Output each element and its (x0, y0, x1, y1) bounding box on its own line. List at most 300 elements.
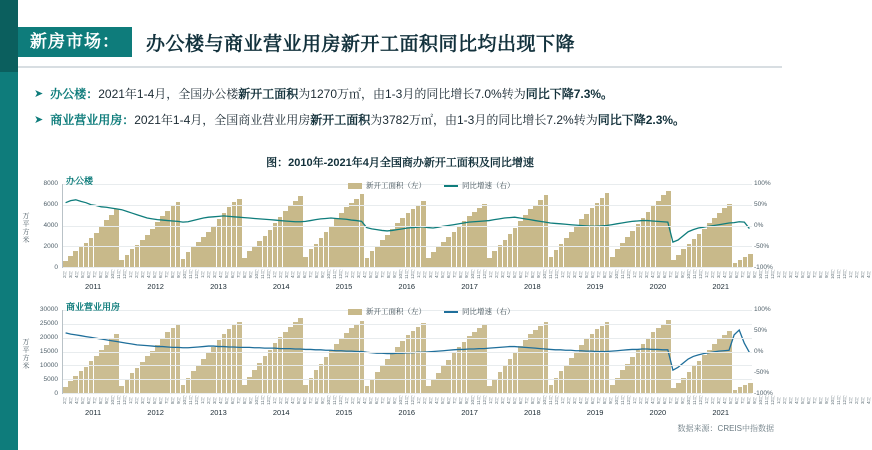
x-axis-year-tick: 2014 (272, 282, 290, 291)
y-axis-tick: 0 (54, 264, 58, 271)
x-axis-month-tick: 1月 (200, 396, 205, 405)
y2-axis-tick: -100% (754, 264, 773, 271)
gridline (63, 226, 752, 227)
x-axis-month-tick: 11月 (764, 269, 769, 280)
x-axis-month-tick: 5月 (368, 270, 373, 279)
x-axis-month-tick: 10月 (110, 395, 115, 406)
x-axis-month-tick: 7月 (596, 396, 601, 405)
x-axis-month-tick: 12月 (410, 395, 415, 406)
x-axis-month-tick: 7月 (92, 396, 97, 405)
chart-legend (348, 306, 515, 317)
x-axis-month-tick: 1月 (704, 396, 709, 405)
x-axis-month-tick: 4月 (650, 396, 655, 405)
chart-title: 图：2010年-2021年4月全国商办新开工面积及同比增速 (266, 157, 534, 169)
x-axis-month-tick: 11月 (620, 269, 625, 280)
x-axis-month-tick: 8月 (818, 270, 823, 279)
x-axis-month-tick: 5月 (728, 396, 733, 405)
x-axis-month-tick: 5月 (512, 270, 517, 279)
x-axis-month-tick: 4月 (146, 270, 151, 279)
x-axis-month-tick: 10月 (542, 395, 547, 406)
x-axis-month-tick: 11月 (836, 269, 841, 280)
x-axis-month-tick: 8月 (746, 396, 751, 405)
x-axis-month-tick: 2月 (854, 396, 859, 405)
legend-swatch-bar (348, 183, 362, 189)
x-axis-year-tick: 2013 (210, 408, 227, 417)
x-axis-month-tick: 12月 (554, 395, 559, 406)
x-axis-month-tick: 4月 (146, 396, 151, 405)
y-axis-tick: 5000 (43, 376, 58, 383)
x-axis-month-tick: 2月 (134, 396, 139, 405)
bullet-mid: 新开工面积 (310, 113, 371, 127)
x-axis-year-tick: 2018 (523, 282, 541, 291)
x-axis-year-tick: 2017 (461, 282, 478, 291)
x-axis-month-tick: 3月 (572, 396, 577, 405)
x-axis-month-tick: 1月 (848, 270, 853, 279)
x-axis-year-tick: 2013 (210, 282, 227, 291)
x-axis-year-tick: 2011 (85, 408, 102, 417)
y2-axis-tick: 0% (754, 348, 764, 355)
x-axis-month-tick: 12月 (482, 269, 487, 280)
x-axis-month-tick: 7月 (236, 396, 241, 405)
x-axis-month-tick: 12月 (410, 269, 415, 280)
x-axis-month-tick: 12月 (770, 269, 775, 280)
x-axis-month-tick: 3月 (284, 270, 289, 279)
x-axis-month-tick: 5月 (728, 270, 733, 279)
x-axis-year-tick: 2012 (147, 282, 164, 291)
x-axis-month-tick: 3月 (500, 396, 505, 405)
x-axis-month-tick: 8月 (242, 396, 247, 405)
x-axis-year-tick: 2014 (272, 408, 290, 417)
x-axis-month-tick: 10月 (398, 269, 403, 280)
x-axis-month-tick: 6月 (806, 270, 811, 279)
x-axis-month-tick: 3月 (68, 396, 73, 405)
x-axis-year-tick: 2016 (398, 282, 416, 291)
x-axis-month-tick: 3月 (140, 270, 145, 279)
x-axis-year-tick: 2020 (649, 408, 667, 417)
gridline (63, 246, 752, 247)
x-axis-month-tick: 5月 (656, 270, 661, 279)
x-axis-month-tick: 7月 (164, 270, 169, 279)
x-axis-month-tick: 1月 (272, 270, 277, 279)
x-axis-year-tick: 2018 (523, 408, 541, 417)
x-axis-month-tick: 6月 (230, 396, 235, 405)
x-axis-office (62, 268, 871, 291)
x-axis-month-tick: 10月 (398, 395, 403, 406)
x-axis-month-tick: 5月 (584, 396, 589, 405)
x-axis-month-tick: 6月 (734, 270, 739, 279)
x-axis-month-tick: 2月 (494, 396, 499, 405)
legend-swatch-bar (348, 309, 362, 315)
title-main: 办公楼与商业营业用房新开工面积同比均出现下降 (146, 33, 576, 55)
x-axis-month-tick: 5月 (296, 270, 301, 279)
x-axis-month-tick: 9月 (752, 270, 757, 279)
x-axis-month-tick: 4月 (434, 396, 439, 405)
x-axis-month-tick: 6月 (302, 396, 307, 405)
x-axis-month-tick: 2月 (638, 396, 643, 405)
x-axis-month-tick: 6月 (518, 396, 523, 405)
x-axis-commercial (62, 394, 871, 417)
x-axis-month-tick: 9月 (392, 396, 397, 405)
x-axis-month-tick: 4月 (218, 396, 223, 405)
x-axis-month-tick: 10月 (830, 395, 835, 406)
page-title (18, 22, 575, 62)
x-axis-month-tick: 7月 (524, 270, 529, 279)
x-axis-month-tick: 10月 (758, 269, 763, 280)
legend-label-bar: 新开工面积（左） (366, 181, 426, 190)
x-axis-month-tick: 4月 (74, 396, 79, 405)
x-axis-month-tick: 10月 (326, 395, 331, 406)
x-axis-month-tick: 3月 (860, 270, 865, 279)
x-axis-month-tick: 9月 (680, 270, 685, 279)
x-axis-month-tick: 4月 (578, 270, 583, 279)
x-axis-month-tick: 9月 (320, 396, 325, 405)
x-axis-month-tick: 6月 (662, 396, 667, 405)
x-axis-month-tick: 9月 (536, 396, 541, 405)
x-axis-month-tick: 10月 (614, 395, 619, 406)
chart-panel-office (18, 174, 871, 292)
x-axis-month-tick: 3月 (644, 270, 649, 279)
bullet-accent: 同比下降7.3%。 (525, 87, 614, 101)
x-axis-month-tick: 4月 (506, 270, 511, 279)
x-axis-years-office (62, 282, 752, 291)
x-axis-month-tick: 10月 (758, 395, 763, 406)
gridline (63, 205, 752, 206)
x-axis-month-tick: 3月 (572, 270, 577, 279)
x-axis-month-tick: 1月 (848, 396, 853, 405)
x-axis-month-tick: 9月 (608, 396, 613, 405)
y2-axis-tick: -50% (754, 369, 770, 376)
x-axis-month-tick: 6月 (374, 396, 379, 405)
x-axis-month-tick: 5月 (368, 396, 373, 405)
y-axis-tick: 6000 (43, 201, 58, 208)
x-axis-month-tick: 4月 (722, 270, 727, 279)
x-axis-month-tick: 12月 (842, 269, 847, 280)
x-axis-month-tick: 11月 (548, 269, 553, 280)
x-axis-month-tick: 2月 (782, 270, 787, 279)
x-axis-month-tick: 10月 (686, 269, 691, 280)
x-axis-month-tick: 6月 (662, 270, 667, 279)
x-axis-month-tick: 5月 (152, 396, 157, 405)
x-axis-month-tick: 2月 (566, 270, 571, 279)
x-axis-month-tick: 6月 (158, 396, 163, 405)
x-axis-month-tick: 2月 (350, 270, 355, 279)
x-axis-month-tick: 9月 (608, 270, 613, 279)
x-axis-month-tick: 12月 (482, 395, 487, 406)
y2-axis-tick: -100% (754, 390, 773, 397)
x-axis-month-tick: 12月 (626, 269, 631, 280)
x-axis-month-tick: 3月 (140, 396, 145, 405)
x-axis-year-tick: 2017 (461, 408, 478, 417)
x-axis-month-tick: 7月 (740, 270, 745, 279)
y2-axis-tick: 100% (754, 180, 771, 187)
y2-axis-tick: 50% (754, 327, 768, 334)
x-axis-month-tick: 7月 (740, 396, 745, 405)
bullet-accent: 同比下降2.3%。 (597, 113, 686, 127)
x-axis-month-tick: 2月 (278, 396, 283, 405)
x-axis-month-tick: 11月 (476, 395, 481, 406)
x-axis-month-tick: 3月 (716, 270, 721, 279)
chart-panel-commercial (18, 300, 871, 418)
x-axis-month-tick: 11月 (188, 395, 193, 406)
x-axis-year-tick: 2015 (335, 408, 353, 417)
x-axis-year-tick: 2021 (712, 408, 729, 417)
x-axis-month-tick: 3月 (356, 396, 361, 405)
x-axis-year-tick: 2012 (147, 408, 164, 417)
x-axis-month-tick: 7月 (524, 396, 529, 405)
x-axis-month-tick: 11月 (404, 269, 409, 280)
x-axis-month-tick: 2月 (422, 396, 427, 405)
x-axis-month-tick: 8月 (242, 270, 247, 279)
x-axis-month-tick: 8月 (530, 270, 535, 279)
x-axis-month-tick: 7月 (236, 270, 241, 279)
x-axis-month-tick: 5月 (224, 396, 229, 405)
x-axis-month-tick: 1月 (128, 270, 133, 279)
x-axis-month-tick: 4月 (866, 270, 871, 279)
x-axis-month-tick: 8月 (386, 270, 391, 279)
x-axis-month-tick: 9月 (320, 270, 325, 279)
x-axis-month-tick: 8月 (98, 270, 103, 279)
x-axis-month-tick: 4月 (290, 270, 295, 279)
x-axis-month-tick: 10月 (254, 269, 259, 280)
x-axis-month-tick: 1月 (632, 270, 637, 279)
y-axis-label: 万平方米 (22, 212, 29, 244)
x-axis-month-tick: 11月 (620, 395, 625, 406)
x-axis-month-tick: 10月 (326, 269, 331, 280)
x-axis-year-tick: 2021 (712, 282, 729, 291)
x-axis-month-tick: 9月 (680, 396, 685, 405)
x-axis-month-tick: 1月 (560, 396, 565, 405)
x-axis-month-tick: 6月 (806, 396, 811, 405)
x-axis-month-tick: 3月 (500, 270, 505, 279)
x-axis-month-tick: 4月 (650, 270, 655, 279)
x-axis-month-tick: 5月 (296, 396, 301, 405)
x-axis-month-tick: 6月 (446, 270, 451, 279)
x-axis-month-tick: 1月 (272, 396, 277, 405)
legend-swatch-line (444, 311, 458, 313)
x-axis-month-tick: 7月 (164, 396, 169, 405)
x-axis-month-tick: 11月 (764, 395, 769, 406)
x-axis-month-tick: 11月 (476, 269, 481, 280)
x-axis-month-tick: 11月 (836, 395, 841, 406)
x-axis-month-tick: 9月 (104, 270, 109, 279)
plot-area-commercial (62, 310, 752, 394)
x-axis-month-tick: 2月 (494, 270, 499, 279)
x-axis-month-tick: 4月 (866, 396, 871, 405)
x-axis-month-tick: 7月 (452, 396, 457, 405)
y-axis-tick: 30000 (39, 306, 58, 313)
y-axis-label: 万平方米 (22, 338, 29, 370)
x-axis-month-tick: 4月 (434, 270, 439, 279)
x-axis-month-tick: 5月 (512, 396, 517, 405)
x-axis-month-tick: 8月 (170, 396, 175, 405)
x-axis-month-tick: 3月 (716, 396, 721, 405)
legend-item-bar (348, 180, 426, 191)
list-item (34, 85, 774, 103)
x-axis-month-tick: 2月 (62, 396, 67, 405)
x-axis-month-tick: 11月 (404, 395, 409, 406)
x-axis-month-tick: 6月 (86, 396, 91, 405)
gridline (63, 324, 752, 325)
x-axis-month-tick: 6月 (518, 270, 523, 279)
x-axis-month-tick: 10月 (686, 395, 691, 406)
x-axis-month-tick: 5月 (800, 270, 805, 279)
x-axis-month-tick: 12月 (842, 395, 847, 406)
x-axis-month-tick: 6月 (446, 396, 451, 405)
y2-axis-tick: 100% (754, 306, 771, 313)
x-axis-month-tick: 12月 (122, 269, 127, 280)
y2-axis-tick: 50% (754, 201, 768, 208)
bullet-list (34, 85, 774, 137)
gridline (63, 365, 752, 366)
x-axis-month-tick: 3月 (212, 270, 217, 279)
x-axis-month-tick: 9月 (104, 396, 109, 405)
legend-item-line (444, 180, 515, 191)
x-axis-month-tick: 9月 (824, 270, 829, 279)
x-axis-month-tick: 8月 (98, 396, 103, 405)
legend-label-bar: 新开工面积（左） (366, 307, 426, 316)
x-axis-month-tick: 1月 (776, 396, 781, 405)
x-axis-month-tick: 12月 (266, 395, 271, 406)
x-axis-month-tick: 7月 (812, 396, 817, 405)
x-axis-month-tick: 1月 (776, 270, 781, 279)
legend-swatch-line (444, 185, 458, 187)
left-accent-bar-dark (0, 0, 18, 72)
x-axis-month-tick: 11月 (260, 269, 265, 280)
bullet-pre: 2021年1-4月，全国商业营业用房 (134, 113, 311, 127)
x-axis-month-tick: 2月 (62, 270, 67, 279)
source-note: 数据来源：CREIS中指数据 (677, 424, 774, 433)
x-axis-month-tick: 3月 (860, 396, 865, 405)
x-axis-month-tick: 5月 (656, 396, 661, 405)
x-axis-month-tick: 4月 (290, 396, 295, 405)
x-axis-month-tick: 5月 (80, 270, 85, 279)
x-axis-year-tick: 2020 (649, 282, 667, 291)
x-axis-month-tick: 12月 (554, 269, 559, 280)
x-axis-month-tick: 3月 (788, 270, 793, 279)
x-axis-month-tick: 4月 (362, 396, 367, 405)
x-axis-month-tick: 1月 (632, 396, 637, 405)
x-axis-month-tick: 8月 (674, 270, 679, 279)
x-axis-month-tick: 4月 (794, 396, 799, 405)
x-axis-month-tick: 10月 (110, 269, 115, 280)
bullet-label: 办公楼： (50, 87, 99, 101)
x-axis-month-tick: 2月 (206, 270, 211, 279)
x-axis-month-tick: 4月 (794, 270, 799, 279)
panel-label: 办公楼 (66, 176, 94, 186)
legend-label-line: 同比增速（右） (462, 307, 515, 316)
x-axis-month-tick: 3月 (356, 270, 361, 279)
x-axis-month-tick: 11月 (548, 395, 553, 406)
x-axis-month-tick: 6月 (230, 270, 235, 279)
x-axis-month-tick: 12月 (338, 395, 343, 406)
y-axis-tick: 20000 (39, 334, 58, 341)
x-axis-month-tick: 10月 (542, 269, 547, 280)
x-axis-month-tick: 2月 (782, 396, 787, 405)
x-axis-month-tick: 9月 (752, 396, 757, 405)
x-axis-month-tick: 7月 (668, 396, 673, 405)
x-axis-month-tick: 2月 (350, 396, 355, 405)
x-axis-month-tick: 8月 (674, 396, 679, 405)
x-axis-month-tick: 1月 (704, 270, 709, 279)
x-axis-month-tick: 12月 (194, 395, 199, 406)
bullet-label: 商业营业用房： (50, 113, 135, 127)
y-axis-tick: 4000 (43, 222, 58, 229)
x-axis-month-tick: 4月 (74, 270, 79, 279)
x-axis-months-commercial (62, 394, 871, 407)
x-axis-month-tick: 6月 (86, 270, 91, 279)
chart-container (18, 148, 871, 426)
x-axis-month-tick: 5月 (224, 270, 229, 279)
x-axis-month-tick: 6月 (590, 396, 595, 405)
x-axis-month-tick: 10月 (182, 269, 187, 280)
x-axis-year-tick: 2011 (85, 282, 102, 291)
title-tag: 新房市场： (18, 27, 132, 57)
y2-axis-tick: -50% (754, 243, 770, 250)
x-axis-month-tick: 12月 (266, 269, 271, 280)
x-axis-month-tick: 9月 (464, 270, 469, 279)
x-axis-month-tick: 2月 (710, 396, 715, 405)
x-axis-month-tick: 7月 (596, 270, 601, 279)
x-axis-month-tick: 6月 (302, 270, 307, 279)
chevron-right-icon: ➤ (34, 88, 44, 100)
x-axis-month-tick: 3月 (788, 396, 793, 405)
y-axis-tick: 10000 (39, 362, 58, 369)
x-axis-month-tick: 2月 (278, 270, 283, 279)
x-axis-month-tick: 9月 (176, 396, 181, 405)
x-axis-month-tick: 7月 (308, 396, 313, 405)
x-axis-month-tick: 10月 (470, 395, 475, 406)
x-axis-month-tick: 3月 (428, 396, 433, 405)
panel-label: 商业营业用房 (66, 302, 121, 312)
x-axis-month-tick: 1月 (128, 396, 133, 405)
x-axis-month-tick: 8月 (746, 270, 751, 279)
x-axis-month-tick: 1月 (488, 396, 493, 405)
x-axis-month-tick: 2月 (134, 270, 139, 279)
trend-line (66, 330, 750, 370)
x-axis-month-tick: 2月 (566, 396, 571, 405)
x-axis-month-tick: 6月 (158, 270, 163, 279)
x-axis-month-tick: 7月 (380, 396, 385, 405)
y-axis-tick: 2000 (43, 243, 58, 250)
x-axis-month-tick: 8月 (314, 396, 319, 405)
x-axis-month-tick: 2月 (854, 270, 859, 279)
x-axis-month-tick: 11月 (692, 269, 697, 280)
x-axis-month-tick: 7月 (668, 270, 673, 279)
x-axis-month-tick: 2月 (206, 396, 211, 405)
x-axis-month-tick: 1月 (416, 396, 421, 405)
x-axis-month-tick: 8月 (818, 396, 823, 405)
gridline (63, 379, 752, 380)
bullet-post: 为1270万㎡，由1-3月的同比增长7.0%转为 (298, 87, 526, 101)
bullet-post: 为3782万㎡，由1-3月的同比增长7.2%转为 (370, 113, 598, 127)
x-axis-month-tick: 5月 (80, 396, 85, 405)
x-axis-month-tick: 8月 (602, 396, 607, 405)
x-axis-year-tick: 2019 (586, 282, 604, 291)
x-axis-month-tick: 4月 (578, 396, 583, 405)
gridline (63, 338, 752, 339)
legend-item-bar (348, 306, 426, 317)
x-axis-month-tick: 9月 (392, 270, 397, 279)
x-axis-year-tick: 2019 (586, 408, 604, 417)
x-axis-month-tick: 12月 (626, 395, 631, 406)
x-axis-month-tick: 4月 (362, 270, 367, 279)
trend-line (66, 200, 750, 242)
x-axis-month-tick: 1月 (344, 270, 349, 279)
x-axis-month-tick: 9月 (464, 396, 469, 405)
x-axis-month-tick: 1月 (344, 396, 349, 405)
x-axis-month-tick: 10月 (182, 395, 187, 406)
x-axis-month-tick: 7月 (380, 270, 385, 279)
